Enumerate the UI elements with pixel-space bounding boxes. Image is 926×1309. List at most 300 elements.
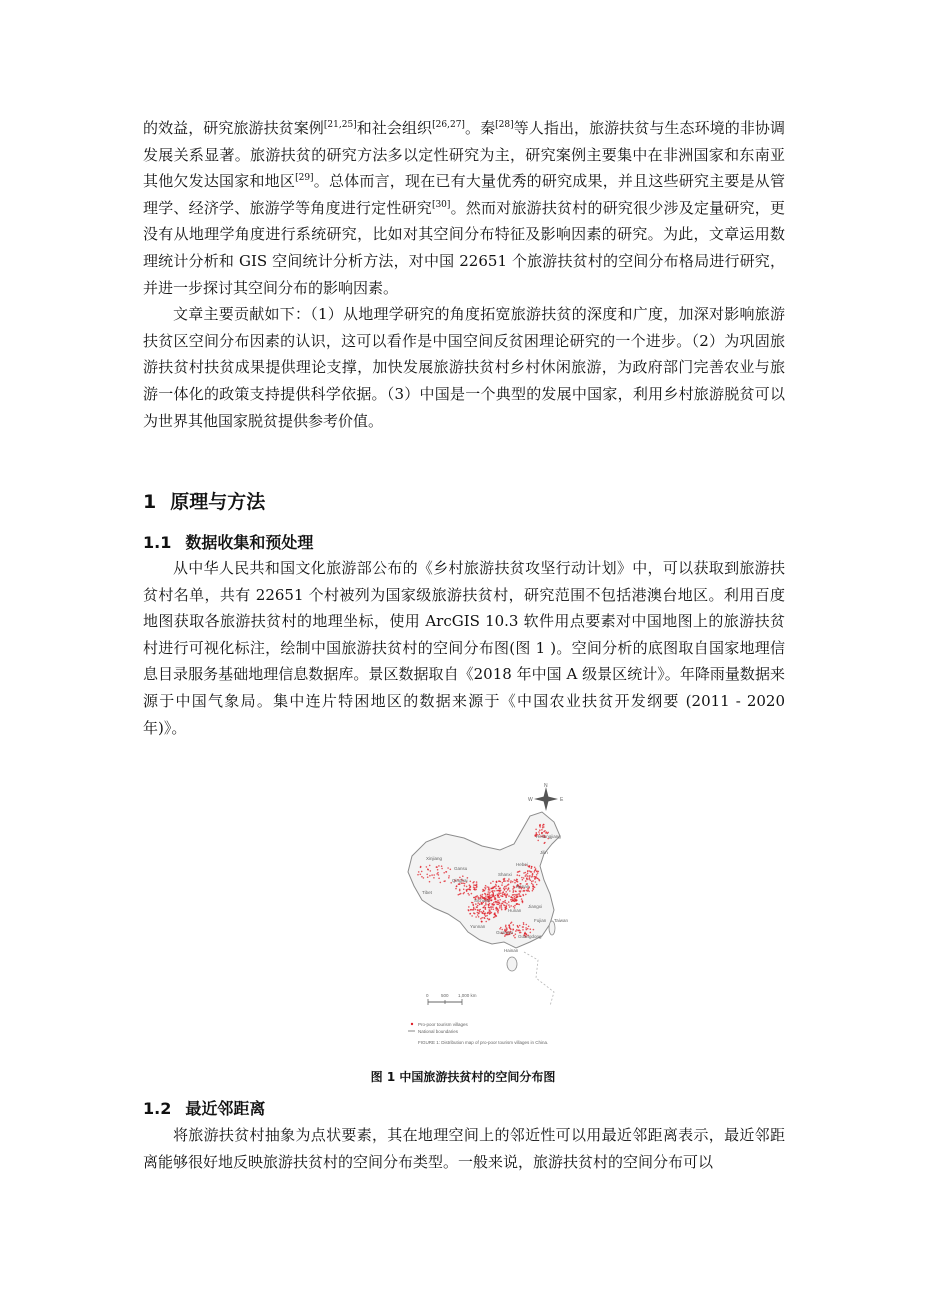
citation: [30]: [431, 199, 451, 210]
village-dot: [473, 886, 475, 888]
legend-dot-icon: [411, 1023, 413, 1025]
village-dot: [517, 930, 519, 932]
village-dot: [508, 878, 510, 880]
village-dot: [526, 929, 528, 931]
village-dot: [493, 892, 495, 894]
village-dot: [417, 874, 419, 876]
village-dot: [530, 879, 532, 881]
village-dot: [486, 886, 488, 888]
village-dot: [488, 891, 490, 893]
village-dot: [526, 890, 528, 892]
village-dot: [503, 891, 505, 893]
village-dot: [482, 894, 484, 896]
village-dot: [514, 896, 516, 898]
village-dot: [473, 884, 475, 886]
village-dot: [482, 889, 484, 891]
village-dot: [421, 876, 423, 878]
village-dot: [443, 872, 445, 874]
village-dot: [496, 909, 498, 911]
village-dot: [488, 905, 490, 907]
village-dot: [519, 871, 521, 873]
village-dot: [496, 881, 498, 883]
heading-text: 原理与方法: [170, 491, 266, 513]
village-dot: [519, 875, 521, 877]
village-dot: [535, 881, 537, 883]
village-dot: [505, 896, 507, 898]
village-dot: [423, 877, 425, 879]
village-dot: [507, 880, 509, 882]
village-dot: [481, 917, 483, 919]
village-dot: [516, 929, 518, 931]
village-dot: [468, 894, 470, 896]
village-dot: [464, 883, 466, 885]
region-label: Guangdong: [518, 934, 542, 939]
village-dot: [532, 890, 534, 892]
village-dot: [510, 899, 512, 901]
village-dot: [527, 875, 529, 877]
village-dot: [521, 898, 523, 900]
village-dot: [476, 885, 478, 887]
village-dot: [513, 890, 515, 892]
village-dot: [508, 901, 510, 903]
village-dot: [523, 872, 525, 874]
hainan-island: [507, 957, 517, 971]
village-dot: [533, 888, 535, 890]
village-dot: [481, 903, 483, 905]
village-dot: [517, 925, 519, 927]
village-dot: [532, 873, 534, 875]
village-dot: [491, 908, 493, 910]
village-dot: [496, 915, 498, 917]
region-label: Hebei: [516, 862, 528, 867]
village-dot: [488, 888, 490, 890]
village-dot: [485, 921, 487, 923]
village-dot: [485, 888, 487, 890]
village-dot: [500, 881, 502, 883]
village-dot: [510, 882, 512, 884]
region-label: Xinjiang: [426, 856, 443, 861]
village-dot: [492, 896, 494, 898]
village-dot: [480, 895, 482, 897]
village-dot: [539, 829, 541, 831]
village-dot: [519, 895, 521, 897]
village-dot: [519, 890, 521, 892]
village-dot: [502, 894, 504, 896]
village-dot: [536, 884, 538, 886]
village-dot: [494, 886, 496, 888]
text-run: 等人指出，旅游扶贫与生态环境的非协调发展关系显著。旅游扶贫的研究方法多以定性研究为主，研究案例主要集中在非洲国家和东南亚其他欠发达国家和地区: [143, 119, 785, 191]
village-dot: [537, 872, 539, 874]
village-dot: [520, 890, 522, 892]
text-run: 。秦: [464, 119, 496, 137]
village-dot: [505, 925, 507, 927]
village-dot: [475, 909, 477, 911]
village-dot: [431, 874, 433, 876]
village-dot: [538, 871, 540, 873]
village-dot: [475, 916, 477, 918]
village-dot: [433, 874, 435, 876]
village-dot: [538, 831, 540, 833]
village-dot: [535, 829, 537, 831]
village-dot: [511, 896, 513, 898]
village-dot: [501, 903, 503, 905]
village-dot: [488, 907, 490, 909]
village-dot: [505, 902, 507, 904]
village-dot: [529, 870, 531, 872]
village-dot: [495, 885, 497, 887]
village-dot: [539, 824, 541, 826]
village-dot: [485, 908, 487, 910]
village-dot: [476, 883, 478, 885]
village-dot: [477, 909, 479, 911]
village-dot: [504, 907, 506, 909]
village-dot: [438, 878, 440, 880]
village-dot: [514, 937, 516, 939]
village-dot: [522, 900, 524, 902]
region-label: Henan: [516, 884, 530, 889]
legend-boundary-label: National boundaries: [418, 1029, 459, 1034]
village-dot: [530, 932, 532, 934]
village-dot: [467, 893, 469, 895]
village-dot: [477, 905, 479, 907]
village-dot: [497, 894, 499, 896]
village-dot: [494, 913, 496, 915]
village-dot: [523, 924, 525, 926]
village-dot: [468, 909, 470, 911]
village-dot: [527, 873, 529, 875]
village-dot: [509, 890, 511, 892]
village-dot: [508, 895, 510, 897]
village-dot: [531, 867, 533, 869]
village-dot: [437, 869, 439, 871]
scale-bar: [426, 993, 477, 1005]
village-dot: [498, 886, 500, 888]
village-dot: [526, 924, 528, 926]
village-dot: [495, 901, 497, 903]
village-dot: [420, 867, 422, 869]
region-label: Hunan: [508, 908, 522, 913]
village-dot: [469, 884, 471, 886]
compass-n: N: [544, 783, 548, 789]
village-dot: [531, 866, 533, 868]
region-label: Yunnan: [470, 924, 486, 929]
village-dot: [486, 915, 488, 917]
village-dot: [459, 890, 461, 892]
paragraph-2: 文章主要贡献如下：（1）从地理学研究的角度拓宽旅游扶贫的深度和广度，加深对影响旅游扶贫区空间分布因素的认识，这可以看作是中国空间反贫困理论研究的一个进步。（2）为巩固旅游扶贫村扶贫成果提供理论支撑，加快发展旅游扶贫村乡村休闲旅游，为政府部门完善农业与旅游一体化的政策支持提供科学依据。（3）中国是一个典型的发展中国家，利用乡村旅游脱贫可以为世界其他国家脱贫提供参考价值。: [143, 305, 785, 430]
village-dot: [514, 905, 516, 907]
village-dot: [531, 881, 533, 883]
village-dot: [523, 895, 525, 897]
citation: [21,25]: [323, 120, 357, 130]
village-dot: [503, 904, 505, 906]
village-dot: [490, 906, 492, 908]
village-dot: [507, 889, 509, 891]
village-dot: [489, 913, 491, 915]
village-dot: [534, 876, 536, 878]
village-dot: [503, 880, 505, 882]
section-heading-1: [143, 487, 265, 514]
village-dot: [512, 897, 514, 899]
village-dot: [522, 929, 524, 931]
village-dot: [532, 884, 534, 886]
village-dot: [479, 904, 481, 906]
village-dot: [476, 881, 478, 883]
village-dot: [485, 915, 487, 917]
village-dot: [492, 881, 494, 883]
village-dot: [528, 875, 530, 877]
village-dot: [547, 832, 549, 834]
village-dot: [463, 892, 465, 894]
village-dot: [507, 893, 509, 895]
village-dot: [441, 868, 443, 870]
heading-number: 1.2: [143, 1099, 172, 1118]
village-dot: [490, 888, 492, 890]
village-dot: [495, 907, 497, 909]
village-dot: [490, 899, 492, 901]
village-dot: [504, 900, 506, 902]
scale-label: 1,000 km: [458, 993, 477, 998]
village-dot: [483, 910, 485, 912]
village-dot: [484, 918, 486, 920]
village-dot: [492, 890, 494, 892]
village-dot: [531, 871, 533, 873]
village-dot: [498, 904, 500, 906]
village-dot: [510, 880, 512, 882]
village-dot: [473, 908, 475, 910]
village-dot: [509, 926, 511, 928]
citation: [28]: [495, 120, 514, 130]
citation: [26,27]: [432, 120, 465, 130]
village-dot: [493, 909, 495, 911]
village-dot: [541, 829, 543, 831]
paragraph-1: [143, 115, 785, 301]
village-dot: [500, 892, 502, 894]
village-dot: [466, 889, 468, 891]
village-dot: [418, 871, 420, 873]
village-dot: [495, 898, 497, 900]
village-dot: [468, 906, 470, 908]
village-dot: [489, 918, 491, 920]
village-dot: [497, 912, 499, 914]
region-label: Fujian: [534, 918, 547, 923]
village-dot: [505, 895, 507, 897]
village-dot: [536, 874, 538, 876]
paragraph-4: 将旅游扶贫村抽象为点状要素，其在地理空间上的邻近性可以用最近邻距离表示，最近邻距离能够很好地反映旅游扶贫村的空间分布类型。一般来说，旅游扶贫村的空间分布可以: [143, 1126, 785, 1171]
village-dot: [546, 831, 548, 833]
village-dot: [513, 935, 515, 937]
village-dot: [491, 912, 493, 914]
village-dot: [476, 907, 478, 909]
village-dot: [488, 909, 490, 911]
village-dot: [487, 913, 489, 915]
village-dot: [516, 899, 518, 901]
region-label: Sichuan: [474, 898, 491, 903]
heading-text: 数据收集和预处理: [185, 533, 314, 552]
village-dot: [497, 901, 499, 903]
village-dot: [515, 933, 517, 935]
village-dot: [509, 927, 511, 929]
village-dot: [427, 876, 429, 878]
village-dot: [498, 910, 500, 912]
village-dot: [526, 877, 528, 879]
village-dot: [440, 882, 442, 884]
village-dot: [522, 902, 524, 904]
data-section: [143, 555, 785, 741]
village-dot: [455, 888, 457, 890]
village-dot: [505, 888, 507, 890]
village-dot: [535, 876, 537, 878]
village-dot: [534, 867, 536, 869]
village-dot: [514, 879, 516, 881]
village-dot: [426, 866, 428, 868]
village-dot: [503, 901, 505, 903]
village-dot: [519, 930, 521, 932]
text-run: 。然而对旅游扶贫村的研究很少涉及定量研究，更没有从地理学角度进行系统研究，比如对其空间分布特征及影响因素的研究。为此，文章运用数理统计分析和 GIS 空间统计分析方法，对中国 22651 个旅游扶贫村的空间分布格局进行研究，并进一步探讨其空间分布的影响因素。: [143, 198, 785, 297]
figure-1: [404, 782, 584, 1050]
village-dot: [531, 883, 533, 885]
village-dot: [497, 895, 499, 897]
village-dot: [513, 886, 515, 888]
village-dot: [499, 899, 501, 901]
village-dot: [513, 894, 515, 896]
figure-caption: 图 1 中国旅游扶贫村的空间分布图: [370, 1070, 556, 1084]
village-dot: [499, 891, 501, 893]
heading-text: 最近邻距离: [185, 1099, 266, 1118]
region-label: Jilin: [540, 850, 548, 855]
heading-number: 1.1: [143, 533, 172, 552]
village-dot: [427, 869, 429, 871]
village-dot: [499, 887, 501, 889]
taiwan-island: [549, 921, 555, 935]
village-dot: [495, 895, 497, 897]
village-dot: [482, 913, 484, 915]
village-dot: [499, 905, 501, 907]
village-dot: [448, 875, 450, 877]
village-dot: [527, 889, 529, 891]
village-dot: [517, 874, 519, 876]
south-china-sea-boundary: [524, 952, 554, 1006]
village-dot: [533, 929, 535, 931]
region-label: Heilongjiang: [536, 834, 561, 839]
village-dot: [529, 865, 531, 867]
region-label: Taiwan: [554, 918, 569, 923]
village-dot: [498, 897, 500, 899]
village-dot: [448, 877, 450, 879]
village-dot: [506, 903, 508, 905]
village-dot: [487, 893, 489, 895]
village-dot: [523, 922, 525, 924]
region-label: Hainan: [504, 948, 519, 953]
village-dot: [491, 894, 493, 896]
village-dot: [470, 909, 472, 911]
village-dot: [516, 879, 518, 881]
village-dot: [508, 887, 510, 889]
village-dot: [501, 909, 503, 911]
village-dot: [487, 918, 489, 920]
village-dot: [503, 878, 505, 880]
region-label: Shanxi: [498, 872, 512, 877]
section-heading-1-1: [143, 530, 313, 553]
village-dot: [489, 893, 491, 895]
village-dot: [498, 892, 500, 894]
village-dot: [544, 830, 546, 832]
village-dot: [436, 866, 438, 868]
village-dot: [474, 888, 476, 890]
nn-section: [143, 1122, 785, 1175]
village-dot: [437, 872, 439, 874]
village-dot: [537, 840, 539, 842]
village-dot: [505, 926, 507, 928]
village-dot: [478, 912, 480, 914]
village-dot: [544, 842, 546, 844]
village-dot: [534, 878, 536, 880]
village-dot: [485, 904, 487, 906]
village-dot: [510, 905, 512, 907]
village-dot: [471, 893, 473, 895]
village-dot: [490, 882, 492, 884]
village-dot: [525, 927, 527, 929]
village-dot: [476, 895, 478, 897]
village-dot: [479, 911, 481, 913]
village-dot: [473, 905, 475, 907]
village-dot: [471, 915, 473, 917]
village-dot: [498, 880, 500, 882]
village-dot: [495, 888, 497, 890]
village-dot: [494, 890, 496, 892]
village-dot: [511, 922, 513, 924]
village-dot: [478, 916, 480, 918]
village-dot: [460, 893, 462, 895]
village-dot: [528, 878, 530, 880]
village-dot: [532, 880, 534, 882]
village-dot: [433, 877, 435, 879]
village-dot: [438, 874, 440, 876]
village-dot: [512, 900, 514, 902]
village-dot: [516, 903, 518, 905]
citation: [29]: [295, 173, 314, 184]
village-dot: [505, 891, 507, 893]
village-dot: [430, 870, 432, 872]
village-dot: [473, 881, 475, 883]
village-dot: [538, 879, 540, 881]
village-dot: [512, 881, 514, 883]
village-dot: [484, 905, 486, 907]
village-dot: [513, 887, 515, 889]
village-dot: [530, 928, 532, 930]
village-dot: [492, 886, 494, 888]
village-dot: [527, 871, 529, 873]
village-dot: [429, 865, 431, 867]
village-dot: [484, 893, 486, 895]
village-dot: [525, 874, 527, 876]
legend-points-label: Pro-poor tourism villages: [418, 1022, 468, 1027]
village-dot: [508, 904, 510, 906]
village-dot: [497, 890, 499, 892]
region-label: Gansu: [454, 866, 468, 871]
village-dot: [420, 874, 422, 876]
village-dot: [470, 886, 472, 888]
village-dot: [489, 891, 491, 893]
china-map: [404, 782, 584, 1050]
village-dot: [438, 865, 440, 867]
village-dot: [515, 890, 517, 892]
village-dot: [522, 879, 524, 881]
section-heading-1-2: [143, 1096, 265, 1119]
village-dot: [485, 885, 487, 887]
village-dot: [497, 900, 499, 902]
village-dot: [519, 925, 521, 927]
village-dot: [525, 894, 527, 896]
